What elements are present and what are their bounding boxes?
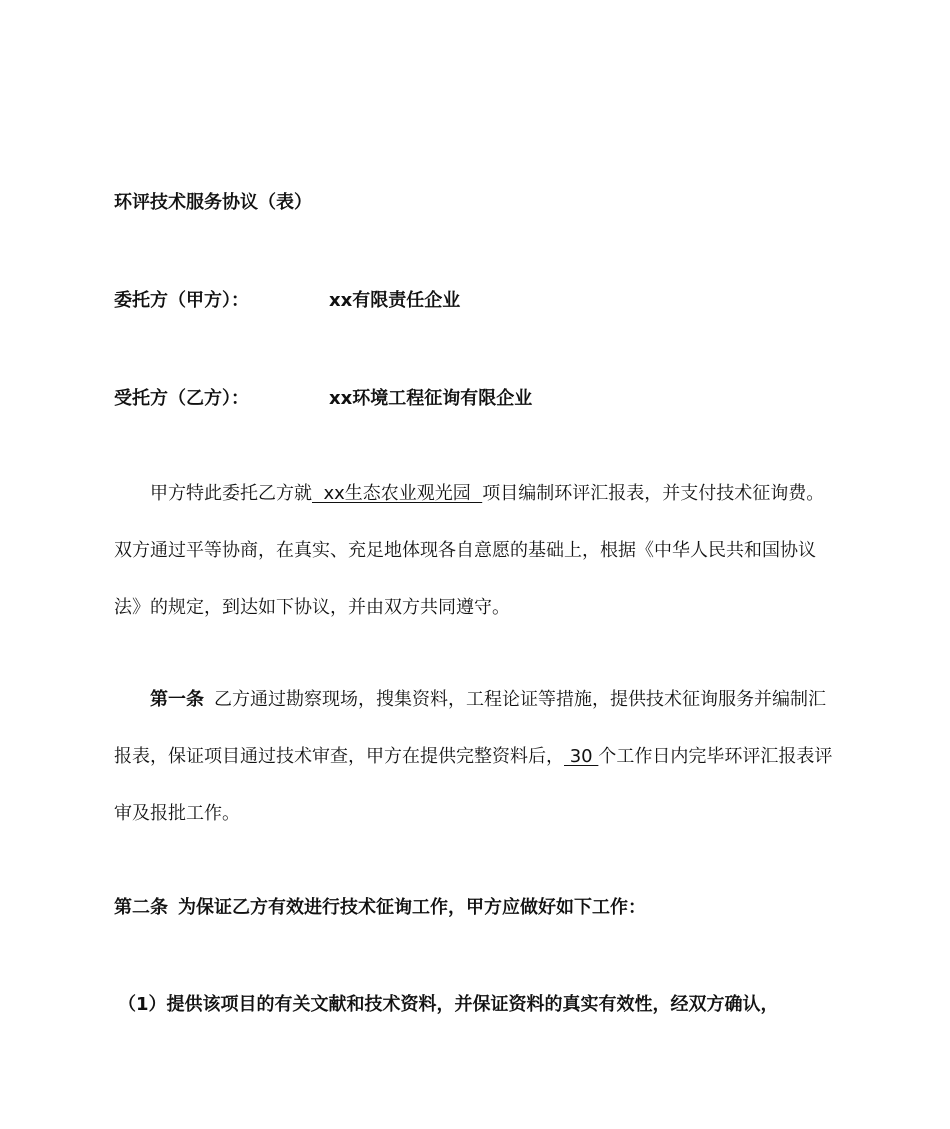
party-a-name: xx有限责任企业 xyxy=(329,290,461,311)
intro-line-1-pre: 甲方特此委托乙方就 xyxy=(150,483,312,504)
article-1-text-1: 乙方通过勘察现场，搜集资料，工程论证等措施，提供技术征询服务并编制汇 xyxy=(214,689,826,710)
article-2-text: 为保证乙方有效进行技术征询工作，甲方应做好如下工作： xyxy=(178,897,646,918)
article-2-item-1: （1）提供该项目的有关文献和技术资料，并保证资料的真实有效性，经双方确认， xyxy=(118,994,779,1015)
project-name: xx生态农业观光园 xyxy=(312,483,483,504)
intro-line-2: 双方通过平等协商，在真实、充足地体现各自意愿的基础上，根据《中华人民共和国协议 xyxy=(114,540,816,561)
article-2-heading xyxy=(114,896,646,920)
article-1-line-3: 审及报批工作。 xyxy=(114,803,240,824)
intro-line-1 xyxy=(114,482,824,506)
article-2-label: 第二条 xyxy=(114,897,168,918)
intro-line-3: 法》的规定，到达如下协议，并由双方共同遵守。 xyxy=(114,597,510,618)
document-title: 环评技术服务协议（表） xyxy=(114,192,312,213)
article-1-line-2 xyxy=(114,745,832,769)
article-1-text-2-post: 个工作日内完毕环评汇报表评 xyxy=(598,746,833,767)
party-a-label: 委托方（甲方）： xyxy=(114,290,249,311)
party-b-name: xx环境工程征询有限企业 xyxy=(329,388,533,409)
article-1-text-2-pre: 报表，保证项目通过技术审查，甲方在提供完整资料后， xyxy=(114,746,564,767)
party-b-label: 受托方（乙方）： xyxy=(114,388,249,409)
article-1-label: 第一条 xyxy=(150,689,204,710)
work-days: 30 xyxy=(564,746,599,767)
intro-line-1-post: 项目编制环评汇报表，并支付技术征询费。 xyxy=(482,483,825,504)
article-1-line-1 xyxy=(114,688,826,712)
